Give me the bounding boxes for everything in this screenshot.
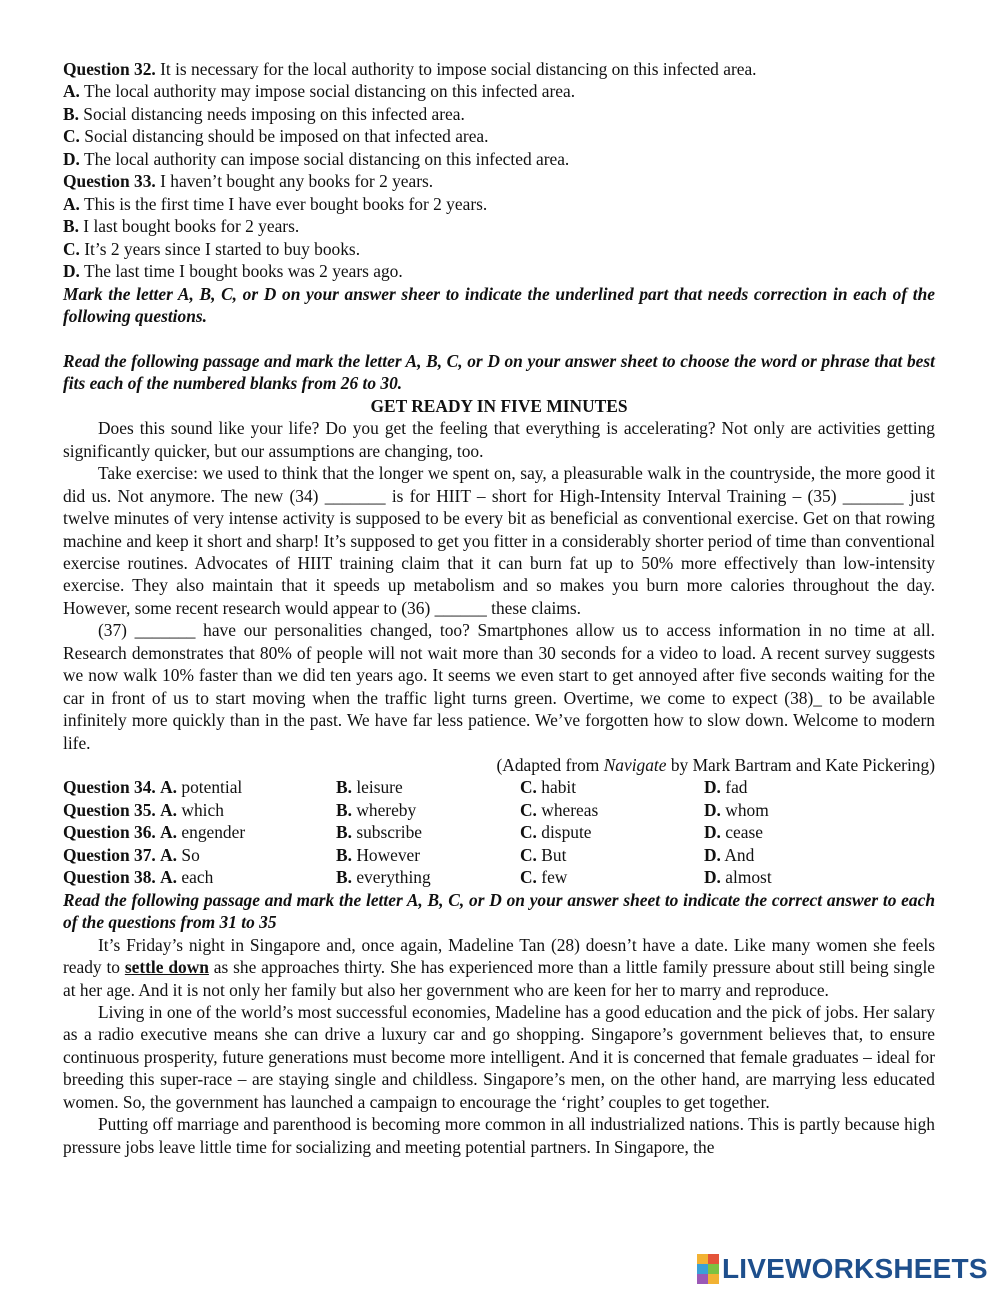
option-cell-c: C. But (520, 844, 567, 865)
blank-line (63, 327, 935, 349)
reading-paragraph-3: Putting off marriage and parenthood is becoming more common in all industrialized nations. This is partly because high pressure jobs leave little time for socializing and meeting potential partners. In Singapore, the (63, 1114, 935, 1157)
reading-paragraph-2: Living in one of the world’s most successful economies, Madeline has a good education and the pick of jobs. Her salary as a radio executive means she can drive a luxury car and go shopping. Singapore’s government believes that, to ensure continuous prosperity, future generations must become more intelligent. And it is concerned that female graduates – ideal for breeding this super-race – are staying single and childless. Singapore’s men, on the other hand, are marrying less educated women. So, the government has launched a campaign to encourage the ‘right’ couples to get together. (63, 1002, 935, 1112)
option-cell-d: D. cease (704, 822, 763, 843)
option-cell-a: Question 38. A. each (63, 867, 214, 888)
liveworksheets-logo-icon (697, 1254, 719, 1284)
option-cell-c: C. few (520, 867, 568, 888)
option-cell-d: D. almost (704, 867, 772, 888)
passage-paragraph-2: Take exercise: we used to think that the longer we spent on, say, a pleasurable walk in the countryside, the more good it did us. Not anymore. The new (34) _______ is for HIIT – short for High-Intensity Interval Training – (35) _______ just twelve minutes of very intense activity is supposed to be every bit as beneficial as conventional exercise. Get on that rowing machine and keep it short and sharp! It’s supposed to get you fitter in a considerably shorter period of time than conventional exercise routines. Advocates of HIIT training claim that it can burn fat up to 50% more effectively than low-intensity exercise. They also maintain that it speeds up metabolism and so makes you burn more calories throughout the day. However, some recent research would appear to (36) ______ these claims. (63, 463, 935, 618)
options-row (63, 821, 935, 843)
option-cell-a: Question 35. A. which (63, 799, 224, 820)
options-row (63, 776, 935, 798)
option-cell-c: C. whereas (520, 799, 599, 820)
option-d: D. The local authority can impose social distancing on this infected area. (63, 148, 570, 169)
option-cell-a: Question 37. A. So (63, 844, 200, 865)
options-row (63, 844, 935, 866)
question-stem: Question 32. It is necessary for the local authority to impose social distancing on this infected area. (63, 59, 757, 79)
passage-paragraph-1: Does this sound like your life? Do you get the feeling that everything is accelerating? Not only are activities getting significantly quicker, but our assumptions are changing, too. (63, 418, 935, 461)
options-row (63, 799, 935, 821)
instruction-correction: Mark the letter A, B, C, or D on your answer sheer to indicate the underlined part that needs correction in each of the following questions. (63, 283, 935, 326)
instruction-reading: Read the following passage and mark the letter A, B, C, or D on your answer sheet to indicate the correct answer to each of the questions from 31 to 35 (63, 889, 935, 933)
option-c: C. It’s 2 years since I started to buy books. (63, 238, 361, 259)
passage-title: GET READY IN FIVE MINUTES (370, 395, 628, 416)
reading-paragraph-1: It’s Friday’s night in Singapore and, once again, Madeline Tan (28) doesn’t have a date. Like many women she feels ready to settle down as she approaches thirty. She has experienced more than a little family pressure about still being single at her age. And it is not only her family but also her government who are keen for her to marry and reproduce. (63, 934, 935, 1000)
option-cell-b: B. everything (336, 867, 431, 888)
option-b: B. I last bought books for 2 years. (63, 216, 300, 237)
brand-watermark (697, 1253, 988, 1285)
option-cell-b: B. leisure (336, 777, 403, 798)
option-cell-b: B. However (336, 844, 421, 865)
option-cell-d: D. whom (704, 799, 769, 820)
option-a: A. This is the first time I have ever bought books for 2 years. (63, 193, 488, 214)
passage-paragraph-3: (37) _______ have our personalities changed, too? Smartphones allow us to access information in no time at all. Research demonstrates that 80% of people will not wait more than 30 seconds for a video to load. A recent survey suggests we now walk 10% faster than we did ten years ago. It seems we even start to get annoyed after five seconds waiting for the car in front of us to start moving when the traffic light turns green. Overtime, we come to expect (38)_ to be available infinitely more quickly than in the past. We have far less patience. We’ve forgotten how to slow down. Welcome to modern life. (63, 620, 935, 753)
brand-name: LIVEWORKSHEETS (722, 1253, 988, 1284)
option-cell-c: C. habit (520, 777, 577, 798)
option-cell-d: D. And (704, 844, 755, 865)
option-b: B. Social distancing needs imposing on this infected area. (63, 103, 465, 124)
option-cell-d: D. fad (704, 777, 748, 798)
option-d: D. The last time I bought books was 2 years ago. (63, 261, 403, 282)
passage-source: (Adapted from Navigate by Mark Bartram and Kate Pickering) (496, 755, 935, 776)
instruction-cloze: Read the following passage and mark the letter A, B, C, or D on your answer sheet to choose the word or phrase that best fits each of the numbered blanks from 26 to 30. (63, 350, 935, 394)
option-cell-b: B. whereby (336, 799, 417, 820)
option-a: A. The local authority may impose social distancing on this infected area. (63, 81, 576, 102)
option-cell-c: C. dispute (520, 822, 592, 843)
option-c: C. Social distancing should be imposed on that infected area. (63, 126, 489, 147)
option-cell-b: B. subscribe (336, 822, 422, 843)
question-stem: Question 33. I haven’t bought any books for 2 years. (63, 171, 434, 192)
worksheet-page (63, 58, 935, 1158)
question-32 (63, 58, 935, 170)
options-row (63, 866, 935, 888)
cloze-options-table (63, 776, 935, 888)
underlined-phrase: settle down (124, 957, 209, 978)
option-cell-a: Question 34. A. potential (63, 777, 243, 798)
question-33 (63, 170, 935, 282)
option-cell-a: Question 36. A. engender (63, 822, 246, 843)
